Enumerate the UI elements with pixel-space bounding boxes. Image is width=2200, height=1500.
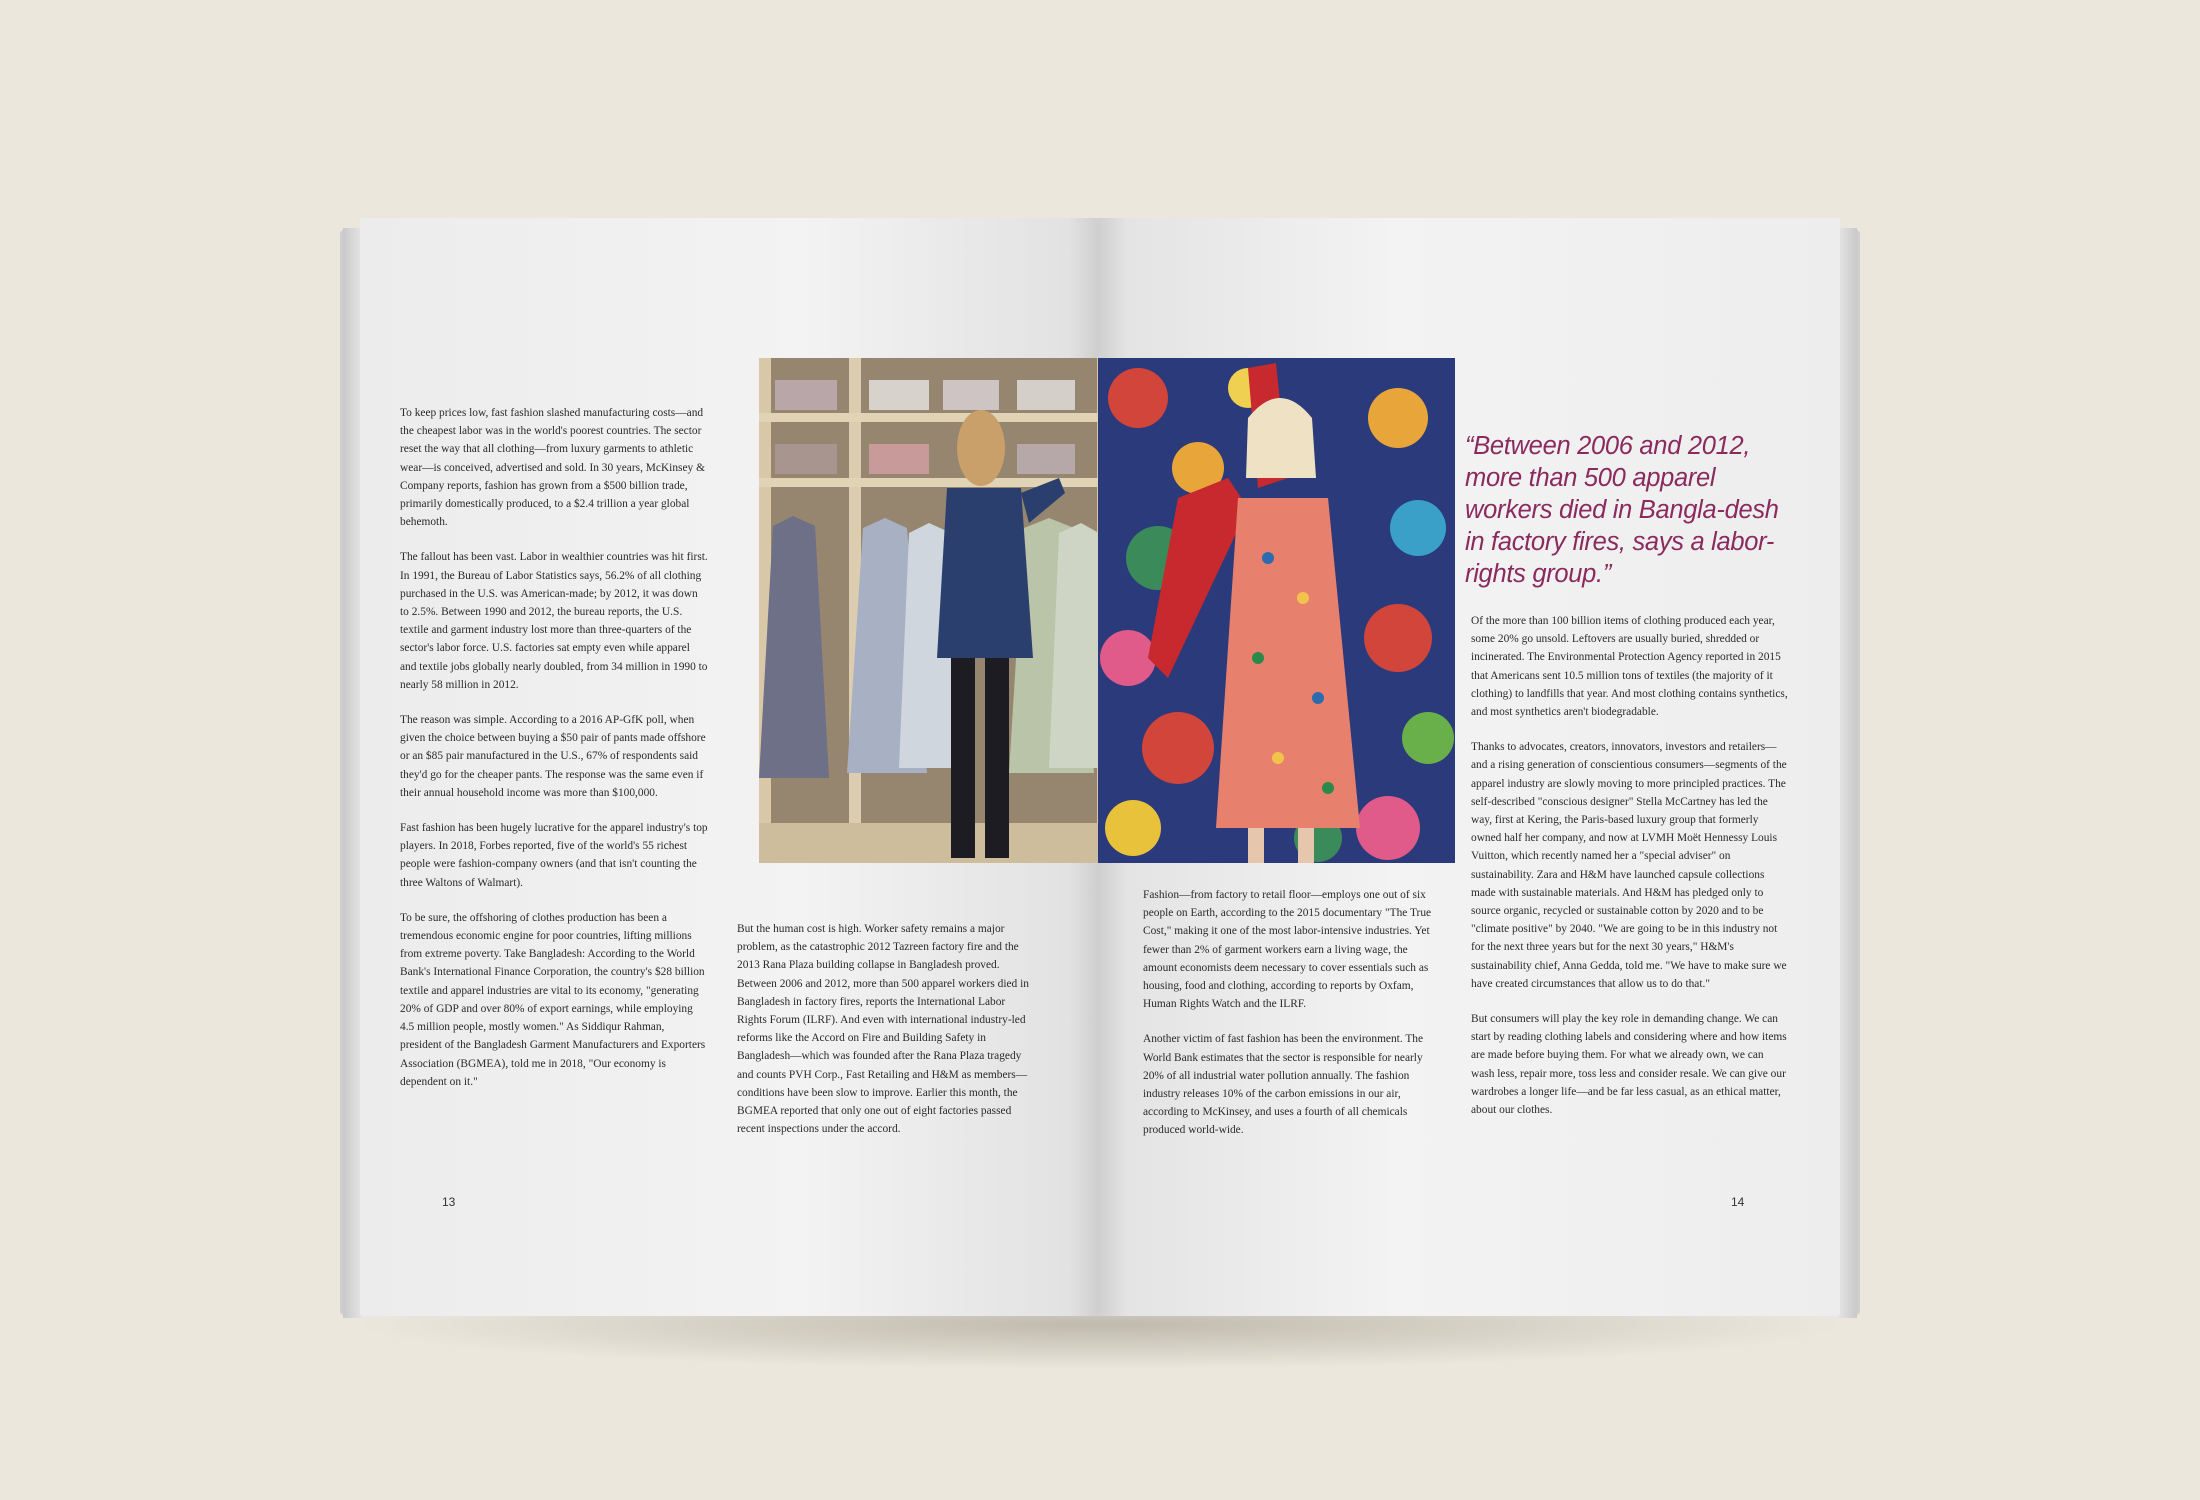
pull-quote: “Between 2006 and 2012, more than 500 apparel workers died in Bangla-desh in factory fires, says a labor-rights group.” bbox=[1465, 432, 1779, 588]
article-column-1 bbox=[400, 404, 708, 1108]
paragraph: Thanks to advocates, creators, innovators, investors and retailers—and a rising generation of conscientious consumers—segments of the apparel industry are slowly moving to more principled practices. The self-described "conscious designer" Stella McCartney has led the way, first at Kering, the Paris-based luxury group that formerly owned half her company, and now at LVMH Moët Hennessy Louis Vuitton, which recently named her a "special adviser" on sustainability. Zara and H&M have launched capsule collections made with sustainable materials. And H&M has pledged only to source organic, recycled or sustainable cotton by 2020 and to be "climate positive" by 2040. "We are going to be in this industry not for the next three years but for the next 30 years," H&M's sustainability chief, Anna Gedda, told me. "We have to make sure we have created circumstances that allow us to do that." bbox=[1471, 741, 1787, 990]
paragraph: To be sure, the offshoring of clothes production has been a tremendous economic engine for poor countries, lifting millions from extreme poverty. Take Bangladesh: According to the World Bank's International Finance Corporation, the country's $28 billion textile and apparel industries are vital to its economy, "generating 20% of GDP and over 80% of export earnings, while employing 4.5 million people, mostly women." As Siddiqur Rahman, president of the Bangladesh Garment Manufacturers and Exporters Association (BGMEA), told me in 2018, "Our economy is dependent on it." bbox=[400, 911, 706, 1088]
paragraph: The fallout has been vast. Labor in wealthier countries was hit first. In 1991, the Bureau of Labor Statistics says, 56.2% of all clothing purchased in the U.S. was American-made; by 2012, it was down to 2.5%. Between 1990 and 2012, the bureau reports, the U.S. textile and garment industry lost more than three-quarters of the sector's labor force. U.S. factories sat empty even while apparel and textile jobs globally nearly doubled, from 34 million in 1990 to nearly 58 million in 2012. bbox=[400, 551, 708, 691]
article-column-3 bbox=[1143, 886, 1443, 1157]
paragraph: Fast fashion has been hugely lucrative for the apparel industry's top players. In 2018, Forbes reported, five of the world's 55 richest people were fashion-company owners (and that isn't counting the three Waltons of Walmart). bbox=[400, 822, 708, 889]
magazine-spread bbox=[340, 210, 1860, 1315]
paragraph: To keep prices low, fast fashion slashed manufacturing costs—and the cheapest labor was in the world's poorest countries. The sector reset the way that all clothing—from luxury garments to athletic wear—is conceived, advertised and sold. In 30 years, McKinsey & Company reports, fashion has grown from a $500 billion trade, primarily domestically produced, to a $2.4 trillion a year global behemoth. bbox=[400, 407, 705, 529]
right-page bbox=[1098, 218, 1840, 1316]
page-number: 14 bbox=[1731, 1195, 1745, 1209]
paragraph: Another victim of fast fashion has been the environment. The World Bank estimates that the sector is responsible for nearly 20% of all industrial water pollution annually. The fashion industry releases 10% of the carbon emissions in our air, according to McKinsey, and uses a fourth of all chemicals produced world-wide. bbox=[1143, 1033, 1424, 1137]
paragraph: But the human cost is high. Worker safety remains a major problem, as the catastrophic 2012 Tazreen factory fire and the 2013 Rana Plaza building collapse in Bangladesh proved. Between 2006 and 2012, more than 500 apparel workers died in Bangladesh in factory fires, reports the International Labor Rights Forum (ILRF). And even with international industry-led reforms like the Accord on Fire and Building Safety in Bangladesh—which was founded after the Rana Plaza tragedy and counts PVH Corp., Fast Retailing and H&M as members—conditions have been slow to improve. Earlier this month, the BGMEA reported that only one out of eight factories passed recent inspections under the accord. bbox=[737, 923, 1029, 1136]
paragraph: But consumers will play the key role in demanding change. We can start by reading clothing labels and considering where and how items are made before buying them. For what we already own, we can wash less, repair more, toss less and consider resale. We can give our wardrobes a longer life—and be far less casual, as an ethical matter, about our clothes. bbox=[1471, 1013, 1787, 1117]
article-column-4 bbox=[1471, 612, 1789, 1136]
left-page bbox=[360, 218, 1098, 1316]
paragraph: Of the more than 100 billion items of clothing produced each year, some 20% go unsold. Leftovers are usually buried, shredded or incinerated. The Environmental Protection Agency reported in 2015 that Americans sent 10.5 million tons of textiles (the majority of it clothing) to landfills that year. And most clothing contains synthetics, and most synthetics aren't biodegradable. bbox=[1471, 615, 1788, 719]
paragraph: Fashion—from factory to retail floor—employs one out of six people on Earth, according to the 2015 documentary "The True Cost," making it one of the most labor-intensive industries. Yet fewer than 2% of garment workers earn a living wage, the amount economists deem necessary to cover essentials such as housing, food and clothing, according to reports by Oxfam, Human Rights Watch and the ILRF. bbox=[1143, 889, 1432, 1011]
floral-dress-photo bbox=[1098, 358, 1455, 863]
paragraph: The reason was simple. According to a 2016 AP-GfK poll, when given the choice between buying a $50 pair of pants made offshore or an $85 pair manufactured in the U.S., 67% of respondents said they'd go for the cheaper pants. The response was the same even if their annual household income was more than $100,000. bbox=[400, 714, 706, 799]
clothing-store-photo bbox=[759, 358, 1098, 863]
article-column-2 bbox=[737, 920, 1037, 1155]
page-number: 13 bbox=[442, 1195, 456, 1209]
